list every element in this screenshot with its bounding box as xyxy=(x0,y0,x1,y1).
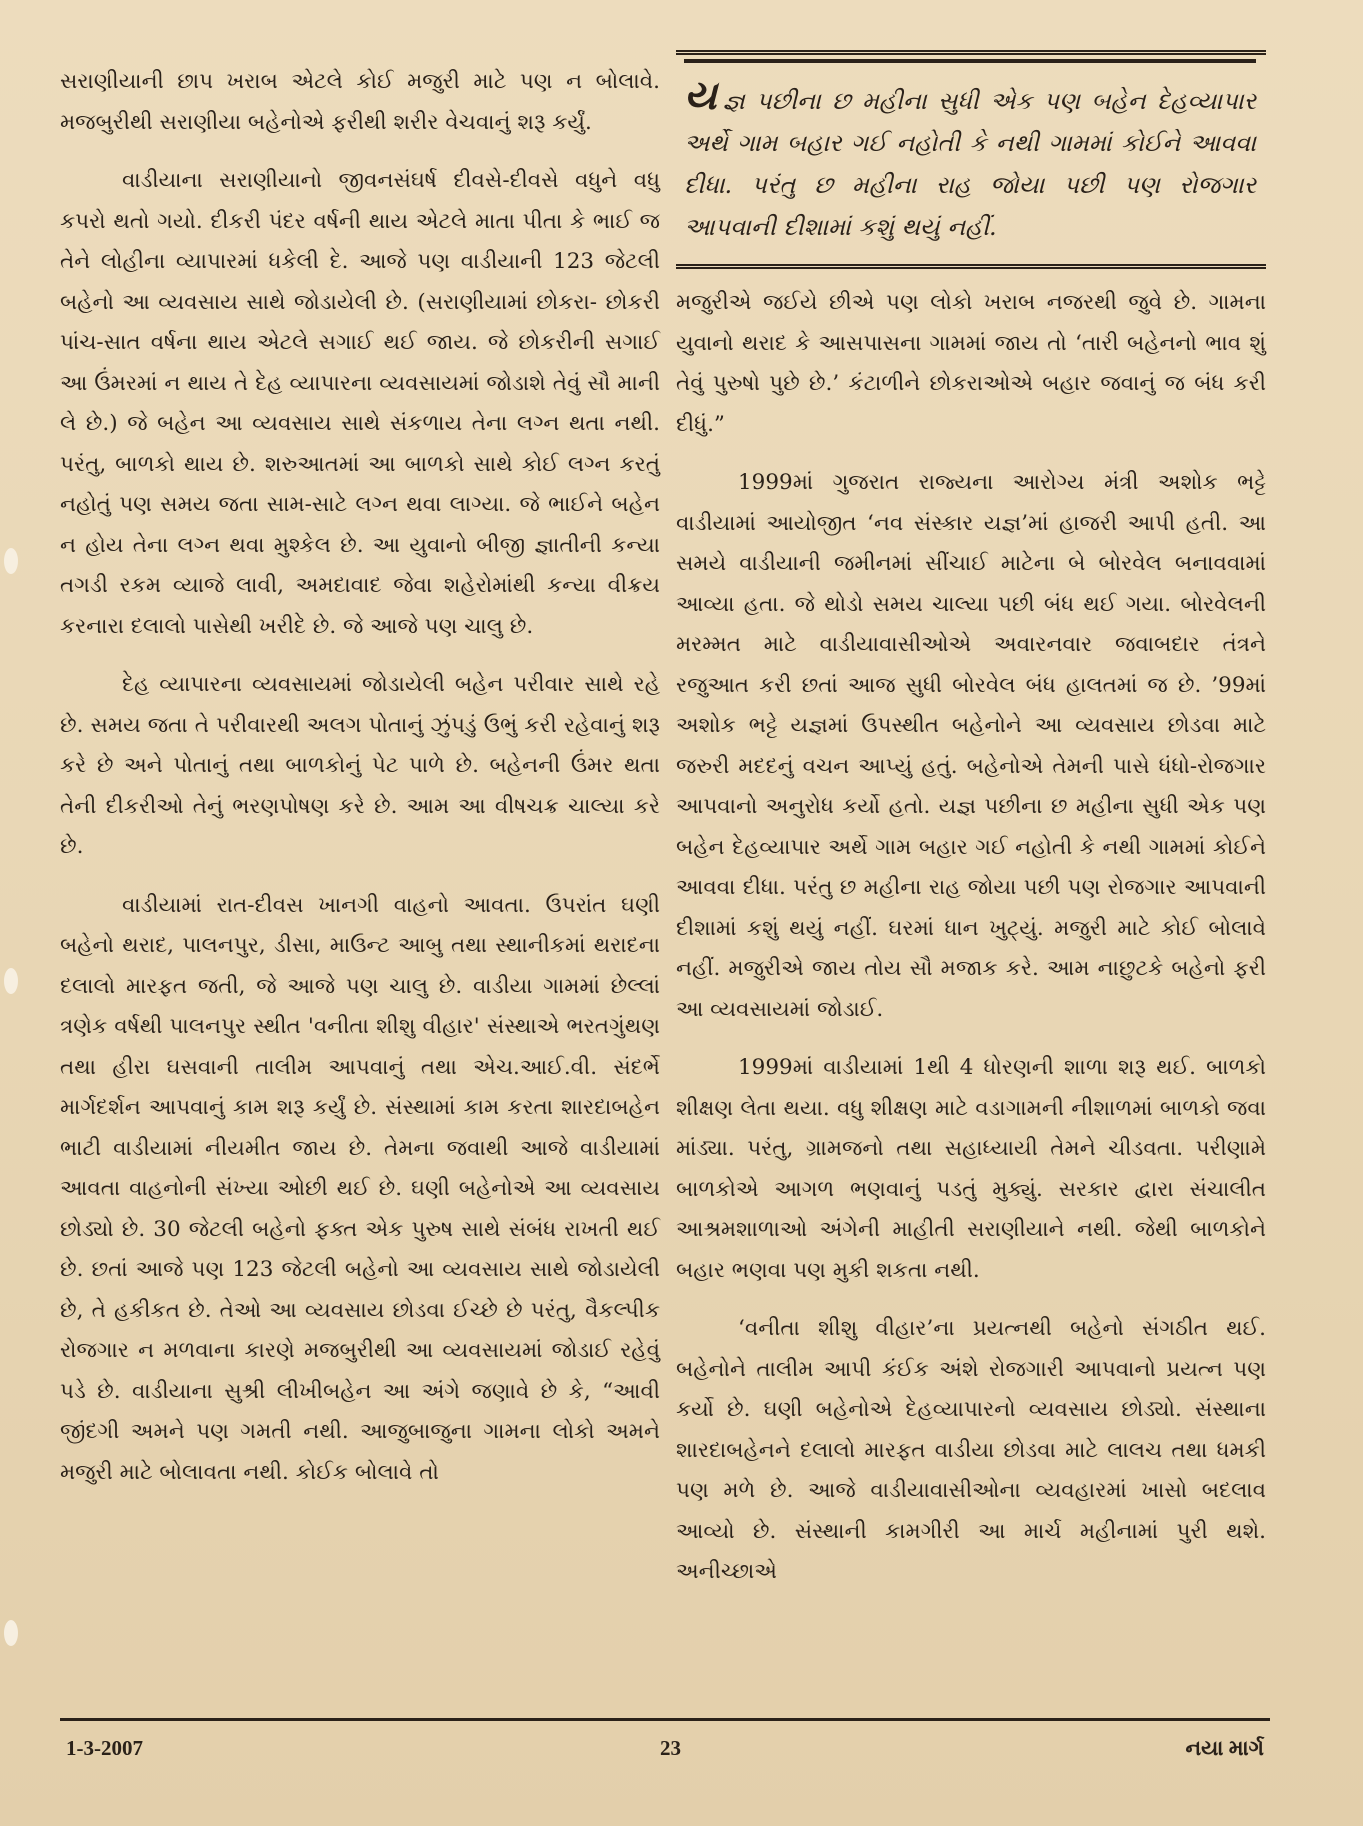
pull-quote-rule xyxy=(684,59,1256,63)
pull-quote-text xyxy=(684,72,1256,248)
pull-quote-body: જ્ઞ પછીના છ મહીના સુધી એક પણ બહેન દેહવ્યાપાર અર્થે ગામ બહાર ગઈ નહોતી કે નથી ગામમાં કોઈને આવવા દીધા. પરંતુ છ મહીના રાહ જોયા પછી પણ રોજગાર આપવાની દીશામાં કશું થયું નહીં. xyxy=(684,87,1256,241)
paragraph: વાડીયામાં રાત-દીવસ ખાનગી વાહનો આવતા. ઉપરાંત ઘણી બહેનો થરાદ, પાલનપુર, ડીસા, માઉન્ટ આબુ તથા સ્થાનીકમાં થરાદના દલાલો મારફત જતી, જે આજે પણ ચાલુ છે. વાડીયા ગામમાં છેલ્લાં ત્રણેક વર્ષથી પાલનપુર સ્થીત 'વનીતા શીશુ વીહાર' સંસ્થાએ ભરતગુંથણ તથા હીરા ઘસવાની તાલીમ આપવાનું તથા એચ.આઈ.વી. સંદર્ભે માર્ગદર્શન આપવાનું કામ શરૂ કર્યું છે. સંસ્થામાં કામ કરતા શારદાબહેન ભાટી વાડીયામાં નીયમીત જાય છે. તેમના જવાથી આજે વાડીયામાં આવતા વાહનોની સંખ્યા ઓછી થઈ છે. ઘણી બહેનોએ આ વ્યવસાય છોડ્યો છે. 30 જેટલી બહેનો ફક્ત એક પુરુષ સાથે સંબંધ રાખતી થઈ છે. છતાં આજે પણ 123 જેટલી બહેનો આ વ્યવસાય સાથે જોડાયેલી છે, તે હકીકત છે. તેઓ આ વ્યવસાય છોડવા ઈચ્છે છે પરંતુ, વૈકલ્પીક રોજગાર ન મળવાના કારણે મજબુરીથી આ વ્યવસાયમાં જોડાઈ રહેવું પડે છે. વાડીયાના સુશ્રી લીખીબહેન આ અંગે જણાવે છે કે, “આવી જીંદગી અમને પણ ગમતી નથી. આજુબાજુના ગામના લોકો અમને મજુરી માટે બોલાવતા નથી. કોઈક બોલાવે તો xyxy=(60,892,660,1485)
footer-rule xyxy=(60,1718,1270,1721)
page-number: 23 xyxy=(660,1736,681,1760)
paragraph: દેહ વ્યાપારના વ્યવસાયમાં જોડાયેલી બહેન પરીવાર સાથે રહે છે. સમય જતા તે પરીવારથી અલગ પોતાનું ઝુંપડું ઉભું કરી રહેવાનું શરૂ કરે છે અને પોતાનું તથા બાળકોનું પેટ પાળે છે. બહેનની ઉંમર થતા તેની દીકરીઓ તેનું ભરણપોષણ કરે છે. આમ આ વીષચક્ર ચાલ્યા કરે છે. xyxy=(60,672,660,859)
punch-hole xyxy=(4,548,18,574)
paragraph: સરાણીયાની છાપ ખરાબ એટલે કોઈ મજુરી માટે પણ ન બોલાવે. મજબુરીથી સરાણીયા બહેનોએ ફરીથી શરીર વેચવાનું શરૂ કર્યું. xyxy=(60,69,660,135)
punch-hole xyxy=(4,968,18,994)
page-footer xyxy=(60,1736,1270,1776)
paragraph: 1999માં વાડીયામાં 1થી 4 ધોરણની શાળા શરૂ થઈ. બાળકો શીક્ષણ લેતા થયા. વધુ શીક્ષણ માટે વડાગામની નીશાળમાં બાળકો જવા માંડ્યા. પરંતુ, ગ્રામજનો તથા સહાધ્યાયી તેમને ચીડવતા. પરીણામે બાળકોએ આગળ ભણવાનું પડતું મુક્યું. સરકાર દ્વારા સંચાલીત આશ્રમશાળાઓ અંગેની માહીતી સરાણીયાને નથી. જેથી બાળકોને બહાર ભણવા પણ મુકી શકતા નથી. xyxy=(676,1055,1266,1283)
pull-quote xyxy=(676,50,1266,269)
paragraph: ‘વનીતા શીશુ વીહાર’ના પ્રયત્નથી બહેનો સંગઠીત થઈ. બહેનોને તાલીમ આપી કંઈક અંશે રોજગારી આપવાનો પ્રયત્ન પણ કર્યો છે. ઘણી બહેનોએ દેહવ્યાપારનો વ્યવસાય છોડ્યો. સંસ્થાના શારદાબહેનને દલાલો મારફત વાડીયા છોડવા માટે લાલચ તથા ધમકી પણ મળે છે. આજે વાડીયાવાસીઓના વ્યવહારમાં ખાસો બદલાવ આવ્યો છે. સંસ્થાની કામગીરી આ માર્ચ મહીનામાં પુરી થશે. અનીચ્છાએ xyxy=(676,1316,1266,1584)
drop-cap: ય xyxy=(684,72,717,119)
paragraph: વાડીયાના સરાણીયાનો જીવનસંઘર્ષ દીવસે-દીવસે વધુને વધુ કપરો થતો ગયો. દીકરી પંદર વર્ષની થાય એટલે માતા પીતા કે ભાઈ જ તેને લોહીના વ્યાપારમાં ધકેલી દે. આજે પણ વાડીયાની 123 જેટલી બહેનો આ વ્યવસાય સાથે જોડાયેલી છે. (સરાણીયામાં છોકરા- છોકરી પાંચ-સાત વર્ષના થાય એટલે સગાઈ થઈ જાય. જે છોકરીની સગાઈ આ ઉંમરમાં ન થાય તે દેહ વ્યાપારના વ્યવસાયમાં જોડાશે તેવું સૌ માની લે છે.) જે બહેન આ વ્યવસાય સાથે સંકળાય તેના લગ્ન થતા નથી. પરંતુ, બાળકો થાય છે. શરુઆતમાં આ બાળકો સાથે કોઈ લગ્ન કરતું નહોતું પણ સમય જતા સામ-સાટે લગ્ન થવા લાગ્યા. જે ભાઈને બહેન ન હોય તેના લગ્ન થવા મુશ્કેલ છે. આ યુવાનો બીજી જ્ઞાતીની કન્યા તગડી રકમ વ્યાજે લાવી, અમદાવાદ જેવા શહેરોમાંથી કન્યા વીક્રય કરનારા દલાલો પાસેથી ખરીદે છે. જે આજે પણ ચાલુ છે. xyxy=(60,168,660,639)
right-column xyxy=(676,50,1266,1611)
left-column xyxy=(60,62,660,1511)
issue-date: 1-3-2007 xyxy=(66,1736,143,1760)
paragraph: 1999માં ગુજરાત રાજ્યના આરોગ્ય મંત્રી અશોક ભટ્ટે વાડીયામાં આયોજીત ‘નવ સંસ્કાર યજ્ઞ’માં હાજરી આપી હતી. આ સમયે વાડીયાની જમીનમાં સીંચાઈ માટેના બે બોરવેલ બનાવવામાં આવ્યા હતા. જે થોડો સમય ચાલ્યા પછી બંધ થઈ ગયા. બોરવેલની મરમ્મત માટે વાડીયાવાસીઓએ અવારનવાર જવાબદાર તંત્રને રજુઆત કરી છતાં આજ સુધી બોરવેલ બંધ હાલતમાં જ છે. ’99માં અશોક ભટ્ટે યજ્ઞમાં ઉપસ્થીત બહેનોને આ વ્યવસાય છોડવા માટે જરુરી મદદનું વચન આપ્યું હતું. બહેનોએ તેમની પાસે ધંધો-રોજગાર આપવાનો અનુરોધ કર્યો હતો. યજ્ઞ પછીના છ મહીના સુધી એક પણ બહેન દેહવ્યાપાર અર્થે ગામ બહાર ગઈ નહોતી કે નથી ગામમાં કોઈને આવવા દીધા. પરંતુ છ મહીના રાહ જોયા પછી પણ રોજગાર આપવાની દીશામાં કશું થયું નહીં. ઘરમાં ધાન ખુટ્યું. મજુરી માટે કોઈ બોલાવે નહીં. મજુરીએ જાય તોય સૌ મજાક કરે. આમ નાછુટકે બહેનો ફરી આ વ્યવસાયમાં જોડાઈ. xyxy=(676,470,1266,1022)
paragraph: મજુરીએ જઈયે છીએ પણ લોકો ખરાબ નજરથી જુવે છે. ગામના યુવાનો થરાદ કે આસપાસના ગામમાં જાય તો ‘તારી બહેનનો ભાવ શું તેવું પુરુષો પુછે છે.’ કંટાળીને છોકરાઓએ બહાર જવાનું જ બંધ કરી દીધું.” xyxy=(676,290,1266,437)
punch-hole xyxy=(4,1620,18,1646)
magazine-name: નયા માર્ગ xyxy=(1185,1736,1264,1760)
